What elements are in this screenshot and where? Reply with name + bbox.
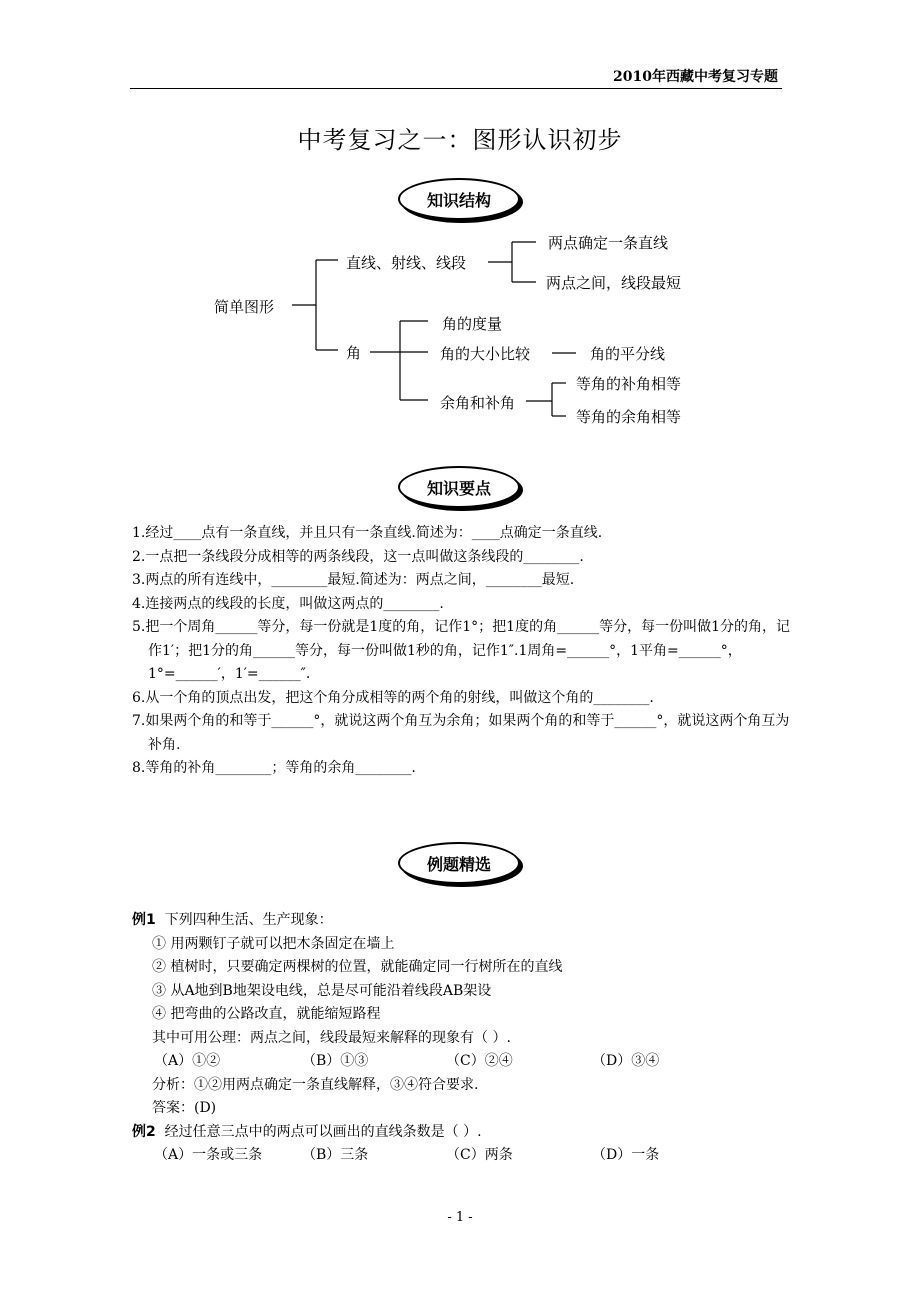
- example-1-item: ① 用两颗钉子就可以把木条固定在墙上: [152, 935, 395, 952]
- section-badge-structure: 知识结构: [398, 178, 520, 220]
- example-1-item: ② 植树时，只要确定两棵树的位置，就能确定同一行树所在的直线: [152, 959, 563, 975]
- examples-section: [132, 909, 792, 1168]
- example-1-text: 下列四种生活、生产现象：: [164, 912, 333, 928]
- tree-complement-supplement: 余角和补角: [440, 394, 516, 412]
- point-item: 8.等角的补角________；等角的余角________.: [132, 760, 416, 776]
- example-1-answer: 答案：(D): [152, 1100, 217, 1116]
- tree-angle-measure: 角的度量: [442, 315, 503, 333]
- example-2-options: [132, 1144, 792, 1168]
- example-1-question: [132, 909, 792, 933]
- tree-leaf-two-points-line: 两点确定一条直线: [548, 234, 669, 252]
- example-1-option-c: （C）②④: [446, 1053, 513, 1069]
- example-2-text: 经过任意三点中的两点可以画出的直线条数是（ ）.: [164, 1123, 482, 1140]
- tree-angle-compare: 角的大小比较: [440, 345, 531, 363]
- section-badge-examples: 例题精选: [398, 842, 520, 884]
- example-1-prompt: 其中可用公理：两点之间，线段最短来解释的现象有（ ）.: [152, 1029, 511, 1046]
- tree-equal-supplements: 等角的补角相等: [576, 375, 682, 393]
- point-item: 7.如果两个角的和等于______°，就说这两个角互为余角；如果两个角的和等于______°，就说这两个角互为补角.: [132, 713, 790, 753]
- point-item: 3.两点的所有连线中，________最短.简述为：两点之间，________最短.: [132, 572, 575, 588]
- example-1-label: 例1: [132, 912, 156, 928]
- tree-equal-complements: 等角的余角相等: [576, 408, 682, 426]
- tree-root: 简单图形: [214, 298, 275, 316]
- page-header: 2010年西藏中考复习专题: [613, 69, 778, 85]
- example-1-options: [132, 1050, 792, 1074]
- example-2-label: 例2: [132, 1123, 156, 1140]
- example-1-option-b: （B）①③: [302, 1053, 369, 1069]
- example-1-analysis: 分析：①②用两点确定一条直线解释，③④符合要求.: [152, 1076, 479, 1093]
- example-1-item: ④ 把弯曲的公路改直，就能缩短路程: [152, 1006, 381, 1022]
- page-title: 中考复习之一：图形认识初步: [297, 126, 623, 154]
- example-1-option-a: （A）①②: [154, 1053, 221, 1069]
- tree-angle-bisector: 角的平分线: [590, 345, 666, 363]
- tree-leaf-shortest-segment: 两点之间，线段最短: [546, 274, 682, 292]
- tree-branch-angle: 角: [346, 344, 362, 362]
- example-2-option-c: （C）两条: [446, 1147, 513, 1163]
- point-item: 4.连接两点的线段的长度，叫做这两点的________.: [132, 595, 444, 612]
- point-item: 5.把一个周角______等分，每一份就是1度的角，记作1°；把1度的角______等分，每一份叫做1分的角，记作1′；把1分的角______等分，每一份叫做1秒的角，记作1″.1周角=______°，1平角=______°，1°=______′，1′=______″.: [132, 619, 790, 682]
- example-1-option-d: （D）③④: [592, 1053, 660, 1069]
- knowledge-points-list: [132, 522, 792, 781]
- example-2-option-a: （A）一条或三条: [154, 1147, 263, 1163]
- tree-branch-lines: 直线、射线、线段: [346, 254, 467, 272]
- example-1-item: ③ 从A地到B地架设电线，总是尽可能沿着线段AB架设: [152, 982, 492, 999]
- point-item: 1.经过____点有一条直线，并且只有一条直线.简述为：____点确定一条直线.: [132, 525, 603, 541]
- section-badge-points: 知识要点: [398, 466, 520, 508]
- point-item: 2.一点把一条线段分成相等的两条线段，这一点叫做这条线段的________.: [132, 548, 584, 565]
- page-number: - 1 -: [447, 1210, 473, 1225]
- example-2-option-b: （B）三条: [302, 1147, 369, 1163]
- point-item: 6.从一个角的顶点出发，把这个角分成相等的两个角的射线，叫做这个角的________.: [132, 689, 654, 706]
- example-2-question: [132, 1121, 792, 1145]
- example-2-option-d: （D）一条: [592, 1147, 660, 1163]
- header-rule: [130, 88, 782, 89]
